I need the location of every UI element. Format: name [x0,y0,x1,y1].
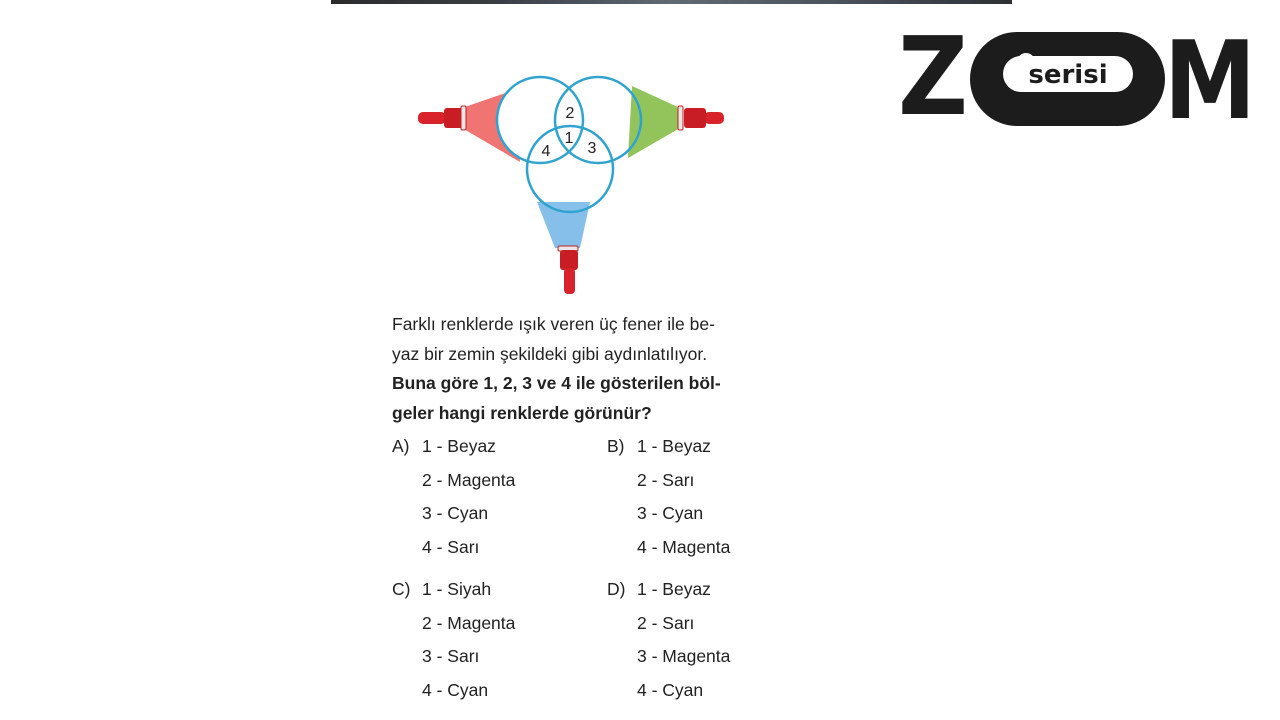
option-item: 3 - Cyan [637,503,704,523]
flashlight-left [418,106,466,130]
question-prompt-line-2: geler hangi renklerde görünür? [392,402,652,423]
region-label-2: 2 [565,105,575,122]
option-letter: A) [392,436,410,456]
option-item: 1 - Beyaz [637,579,711,599]
question-line-2: yaz bir zemin şekildeki gibi aydınlatılıyor. [392,343,708,364]
option-letter: B) [607,436,625,456]
video-top-strip [331,0,1012,4]
option-item: 4 - Magenta [637,536,731,557]
region-label-3: 3 [587,140,597,157]
option-item: 2 - Magenta [422,469,516,490]
region-label-1: 1 [564,130,574,147]
option-item: 4 - Cyan [637,679,704,700]
region-label-4: 4 [541,143,551,160]
logo-badge-serisi: serisi [1028,60,1108,90]
option-item: 3 - Cyan [422,503,489,523]
option-letter: C) [392,579,411,599]
flashlight-bottom [558,246,578,294]
answer-options [392,430,772,710]
flashlight-right [678,106,724,130]
option-item: 2 - Sarı [637,469,695,490]
option-item: 1 - Beyaz [637,436,711,456]
option-item: 1 - Siyah [422,579,492,599]
logo-letter-m: M [1164,19,1256,144]
option-item: 3 - Magenta [637,646,731,666]
option-item: 2 - Sarı [637,612,695,633]
option-item: 2 - Magenta [422,612,516,633]
option-letter: D) [607,579,626,599]
logo-letter-z: Z [898,15,968,140]
question-prompt-line-1: Buna göre 1, 2, 3 ve 4 ile gösterilen böl- [392,373,721,393]
question-line-1: Farklı renklerde ışık veren üç fener ile be- [392,314,715,334]
question-text [392,310,764,428]
zoom-serisi-logo [898,15,1260,144]
option-item: 4 - Cyan [422,679,489,700]
option-item: 4 - Sarı [422,536,480,557]
option-item: 3 - Sarı [422,646,480,666]
color-mixing-figure [410,68,740,300]
option-item: 1 - Beyaz [422,436,496,456]
